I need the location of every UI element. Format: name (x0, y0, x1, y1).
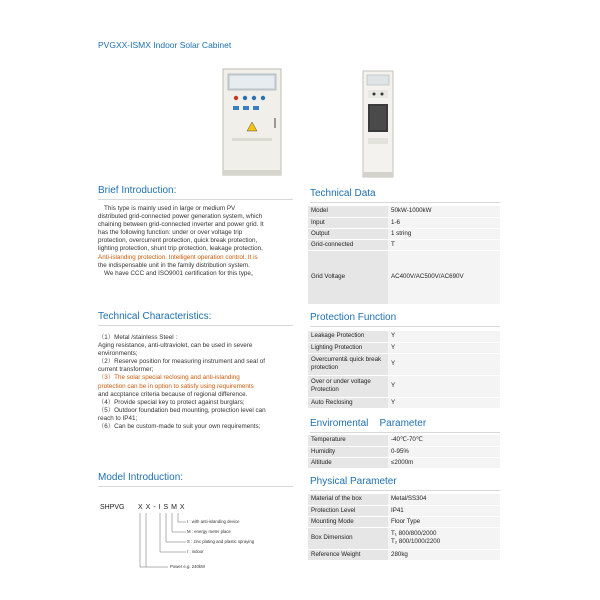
brief-introduction-heading: Brief Introduction: (98, 185, 177, 196)
cabinet-image-side (362, 70, 394, 178)
environmental-parameter-divider (310, 432, 500, 433)
characteristics-line: current transformer; (98, 366, 154, 374)
brief-line: This type is mainly used in large or medium PV (104, 205, 236, 212)
characteristics-line: （4）Provide special key to protect against burglars; (98, 398, 245, 406)
table-key: Grid Voltage (308, 250, 388, 304)
technical-characteristics-divider (98, 325, 293, 326)
table-key: Overcurrent& quick break protection (308, 353, 388, 375)
environmental-parameter-heading: Enviromental Parameter (310, 418, 427, 429)
table-key: Temperature (308, 435, 388, 446)
environmental-parameter-table (308, 435, 500, 469)
cabinet-image-front (222, 68, 282, 176)
physical-parameter-divider (310, 490, 500, 491)
characteristics-line: and accptance criteria because of regional difference. (98, 390, 248, 398)
table-key: Auto Reclosing (308, 397, 388, 408)
characteristics-line: Aging resistance, anti-ultraviolet, can be used in severe (98, 342, 253, 350)
brief-line: chaining between grid-connected inverter and power grid. It (98, 221, 264, 229)
table-key: Humidity (308, 446, 388, 457)
model-label-power: Power e.g. 240kW (170, 564, 206, 569)
table-row (308, 342, 500, 353)
model-label-indoor: I : indoor (187, 549, 204, 554)
table-key: Grid-connected (308, 239, 388, 250)
table-value: IP41 (388, 505, 500, 516)
model-code-char: S (163, 504, 169, 511)
characteristics-line: （1）Metal /stainless Steel ： (98, 334, 182, 341)
characteristics-line: environments; (98, 350, 138, 358)
table-key: Output (308, 228, 388, 239)
table-value: 1 string (388, 228, 500, 239)
characteristics-line: （2）Reserve position for measuring instrument and seal of (98, 358, 265, 366)
table-key: Protection Level (308, 505, 388, 516)
table-value: Y (388, 397, 500, 408)
characteristics-line: （5）Outdoor foundation bed mounting, protection level can (98, 406, 266, 414)
model-label-zinc-plating: S : zinc plating and plastic spraying (187, 539, 255, 544)
table-value: Metal/SS304 (388, 494, 500, 505)
physical-parameter-heading: Physical Parameter (310, 476, 397, 487)
model-code-char: X (145, 504, 151, 511)
table-row (308, 228, 500, 239)
characteristics-line: reach to IP41; (98, 414, 138, 422)
technical-data-table (308, 206, 500, 305)
table-row (308, 353, 500, 375)
model-code-char: X (138, 504, 144, 511)
characteristics-line: （6）Can be custom-made to suit your own requirements; (98, 423, 261, 431)
table-value: AC400V/AC500V/AC690V (388, 250, 500, 304)
technical-characteristics-heading: Technical Characteristics: (98, 311, 212, 322)
brief-line: the indispensable unit in the family distribution system. (98, 261, 250, 269)
technical-data-heading: Technical Data (310, 188, 376, 199)
table-key: Box Dimension (308, 527, 388, 549)
brief-line-highlight: Anti-islanding protection. Intelligent operation control. It is (98, 253, 258, 261)
page-title: PVGXX-ISMX Indoor Solar Cabinet (98, 40, 232, 50)
model-label-energy-meter: M : energy meter place (187, 529, 231, 534)
table-value: 1-6 (388, 217, 500, 228)
protection-function-heading: Protection Function (310, 312, 397, 323)
table-row (308, 217, 500, 228)
model-introduction-heading: Model Introduction: (98, 472, 184, 483)
table-value: 0-95% (388, 446, 500, 457)
table-value: 50kW-1000kW (388, 206, 500, 217)
table-row (308, 505, 500, 516)
model-code-char: - (153, 504, 157, 511)
table-value: ≤2000m (388, 457, 500, 468)
table-value (388, 527, 500, 549)
table-row (308, 239, 500, 250)
table-row (308, 435, 500, 446)
model-code-prefix: SHPVG (100, 504, 125, 511)
protection-function-divider (310, 326, 500, 327)
table-value: T (388, 239, 500, 250)
table-value: Y (388, 331, 500, 342)
table-key: Model (308, 206, 388, 217)
model-code-char: X (179, 504, 186, 511)
box-dimension-t1: T₁ 800/800/2000 (391, 530, 437, 538)
model-code-char: I (158, 504, 161, 511)
brief-line: We have CCC and ISO9001 certification for this type。 (104, 269, 258, 277)
brief-line: protection, overcurrent protection, quick break protection, (98, 237, 258, 245)
table-row (308, 494, 500, 505)
table-key: Reference Weight (308, 549, 388, 560)
brief-introduction-text (98, 205, 298, 278)
box-dimension-t2: T₂ 800/1000/2200 (391, 538, 441, 545)
model-introduction-divider (98, 486, 293, 487)
table-row (308, 516, 500, 527)
table-row (308, 331, 500, 342)
table-key: Material of the box (308, 494, 388, 505)
table-value: 280kg (388, 549, 500, 560)
brief-introduction-divider (98, 199, 293, 200)
model-code-char: M (171, 504, 178, 511)
table-key: Mounting Mode (308, 516, 388, 527)
table-key: Lighting Protection (308, 342, 388, 353)
brief-line: has the following function: under or over voltage trip (98, 229, 243, 237)
table-value: Y (388, 375, 500, 397)
characteristics-line-highlight: （3）The solar special reclosing and anti-islanding (98, 374, 240, 382)
table-row (308, 457, 500, 468)
technical-characteristics-text (98, 334, 298, 431)
table-row (308, 250, 500, 304)
table-key: Input (308, 217, 388, 228)
table-key: Leakage Protection (308, 331, 388, 342)
table-value: Y (388, 342, 500, 353)
model-label-anti-islanding: I : with anti-islanding device (187, 519, 240, 524)
physical-parameter-table (308, 494, 500, 561)
protection-function-table (308, 331, 500, 409)
table-row (308, 549, 500, 560)
model-code (138, 504, 185, 511)
brief-line: lighting protection, shunt trip protection, leakage protection, (98, 245, 263, 253)
table-key: Over or under voltage Protection (308, 375, 388, 397)
table-value: Floor Type (388, 516, 500, 527)
table-row (308, 397, 500, 408)
table-row (308, 527, 500, 549)
table-row (308, 375, 500, 397)
table-row (308, 206, 500, 217)
brief-line: distributed grid-connected power generation system, which (98, 213, 263, 221)
table-row (308, 446, 500, 457)
table-value: Y (388, 353, 500, 375)
characteristics-line-highlight: protection can be in option to satisfy using requirements (98, 382, 254, 390)
technical-data-divider (310, 202, 500, 203)
table-value: -40℃-70℃ (388, 435, 500, 446)
table-key: Altitude (308, 457, 388, 468)
